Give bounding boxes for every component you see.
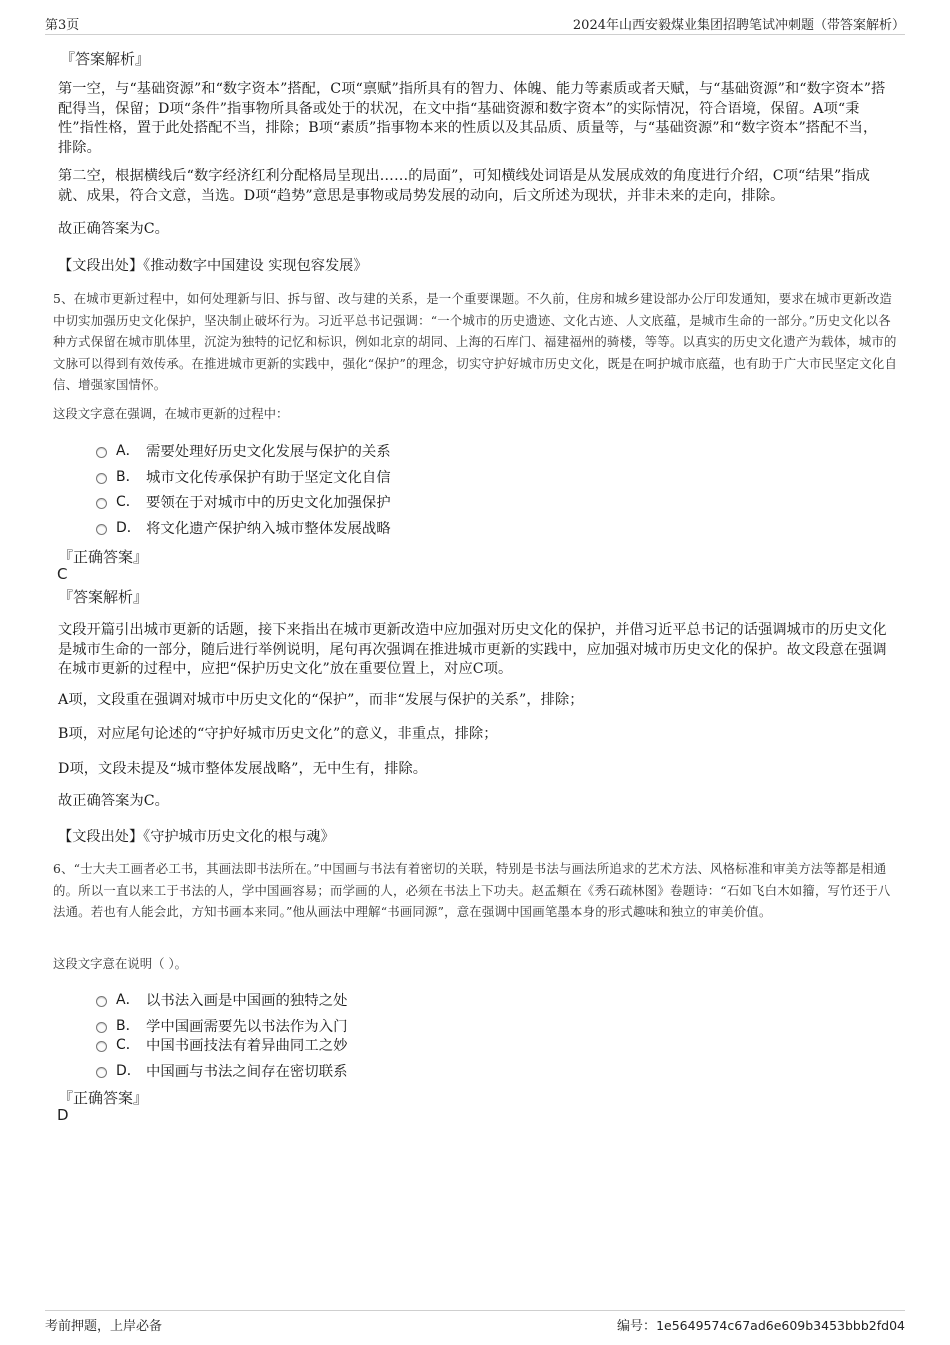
conclusion-text: 故正确答案为C。	[58, 793, 169, 809]
analysis-label: 『答案解析』	[60, 50, 151, 68]
passage-source: 【文段出处】《守护城市历史文化的根与魂》	[58, 829, 335, 845]
analysis-paragraph-2: 第二空，根据横线后“数字经济红利分配格局呈现出……的局面”，可知横线处词语是从发展成效的角度进行介绍，C项“结果”指成就、成果，符合文意，当选。D项“趋势”意思是事物或局势发展的动向，后文所述为现状，并非未来的走向，排除。	[58, 168, 870, 204]
option-a-note: A项，文段重在强调对城市中历史文化的“保护”，而非“发展与保护的关系”，排除；	[58, 692, 584, 708]
radio-icon[interactable]	[96, 447, 107, 458]
page-header	[45, 14, 905, 35]
question-6-option-b[interactable]: B． 学中国画需要先以书法作为入门	[96, 1014, 347, 1036]
question-6-text: 6、“士大夫工画者必工书，其画法即书法所在。”中国画与书法有着密切的关联，特别是书法与画法所追求的艺术方法、风格标准和审美方法等都是相通的。所以一直以来工于书法的人，学中国画容易；而学画的人，必须在书法上下功夫。赵孟頫在《秀石疏林图》卷题诗：“石如飞白木如籀，写竹还于八法通。若也有人能会此，方知书画本来同。”他从画法中理解“书画同源”，意在强调中国画笔墨本身的形式趣味和独立的审美价值。	[53, 861, 891, 919]
conclusion-text: 故正确答案为C。	[58, 221, 169, 237]
analysis-paragraph-1: 第一空，与“基础资源”和“数字资本”搭配，C项“禀赋”指所具有的智力、体魄、能力等素质或者天赋，与“基础资源”和“数字资本”搭配得当，保留；D项“条件”指事物所具备或处于的状况，在文中指“基础资源和数字资本”的实际情况，符合语境，保留。A项“秉性”指性格，置于此处搭配不当，排除；B项“素质”指事物本来的性质以及其品质、质量等，与“基础资源”和“数字资本”搭配不当，排除。	[58, 81, 886, 156]
question-6-option-c[interactable]: C． 中国书画技法有着异曲同工之妙	[96, 1033, 347, 1055]
radio-icon[interactable]	[96, 498, 107, 509]
radio-icon[interactable]	[96, 1041, 107, 1052]
document-code: 编号：1e5649574c67ad6e609b3453bbb2fd04	[617, 1318, 905, 1334]
page-footer	[45, 1310, 905, 1337]
question-5-analysis: 文段开篇引出城市更新的话题，接下来指出在城市更新改造中应加强对历史文化的保护，并借习近平总书记的话强调城市的历史文化是城市生命的一部分，随后进行举例说明，尾句再次强调在推进城市更新的实践中，应加强对城市历史文化的保护。故文段意在强调在城市更新的过程中，应把“保护历史文化”放在重要位置上，对应C项。	[58, 622, 887, 677]
radio-icon[interactable]	[96, 524, 107, 535]
question-6-option-a[interactable]: A． 以书法入画是中国画的独特之处	[96, 988, 347, 1010]
question-5-option-a[interactable]: A． 需要处理好历史文化发展与保护的关系	[96, 439, 391, 461]
analysis-label: 『答案解析』	[58, 588, 149, 606]
option-b-note: B项，对应尾句论述的“守护好城市历史文化”的意义，非重点，排除；	[58, 726, 498, 742]
radio-icon[interactable]	[96, 1022, 107, 1033]
radio-icon[interactable]	[96, 1067, 107, 1078]
question-5-option-c[interactable]: C． 要领在于对城市中的历史文化加强保护	[96, 490, 391, 512]
correct-answer-label: 『正确答案』	[58, 1089, 149, 1107]
radio-icon[interactable]	[96, 996, 107, 1007]
question-6-option-d[interactable]: D． 中国画与书法之间存在密切联系	[96, 1059, 347, 1081]
question-5-option-b[interactable]: B． 城市文化传承保护有助于坚定文化自信	[96, 465, 391, 487]
radio-icon[interactable]	[96, 473, 107, 484]
page-number: 第3页	[45, 18, 80, 33]
question-5-text: 5、在城市更新过程中，如何处理新与旧、拆与留、改与建的关系，是一个重要课题。不久前，住房和城乡建设部办公厅印发通知，要求在城市更新改造中切实加强历史文化保护，坚决制止破坏行为。习近平总书记强调：“一个城市的历史遗迹、文化古迹、人文底蕴，是城市生命的一部分。”历史文化以各种方式保留在城市肌体里，沉淀为独特的记忆和标识，例如北京的胡同、上海的石库门、福建福州的骑楼，等等。以真实的历史文化遗产为载体，城市的文脉可以得到有效传承。在推进城市更新的实践中，强化“保护”的理念，切实守护好城市历史文化，既是在呵护城市底蕴，也有助于广大市民坚定文化自信、增强家国情怀。	[53, 291, 898, 392]
footer-slogan: 考前押题，上岸必备	[45, 1319, 163, 1334]
option-d-note: D项，文段未提及“城市整体发展战略”，无中生有，排除。	[58, 761, 428, 777]
question-5-option-d[interactable]: D． 将文化遗产保护纳入城市整体发展战略	[96, 516, 391, 538]
correct-answer-label: 『正确答案』	[58, 548, 149, 566]
document-title: 2024年山西安毅煤业集团招聘笔试冲刺题（带答案解析）	[572, 18, 905, 33]
correct-answer: C	[57, 565, 68, 583]
question-6-prompt: 这段文字意在说明（ ）。	[53, 956, 188, 971]
correct-answer: D	[57, 1106, 69, 1124]
question-5-prompt: 这段文字意在强调，在城市更新的过程中：	[53, 406, 289, 421]
passage-source: 【文段出处】《推动数字中国建设 实现包容发展》	[58, 258, 368, 274]
